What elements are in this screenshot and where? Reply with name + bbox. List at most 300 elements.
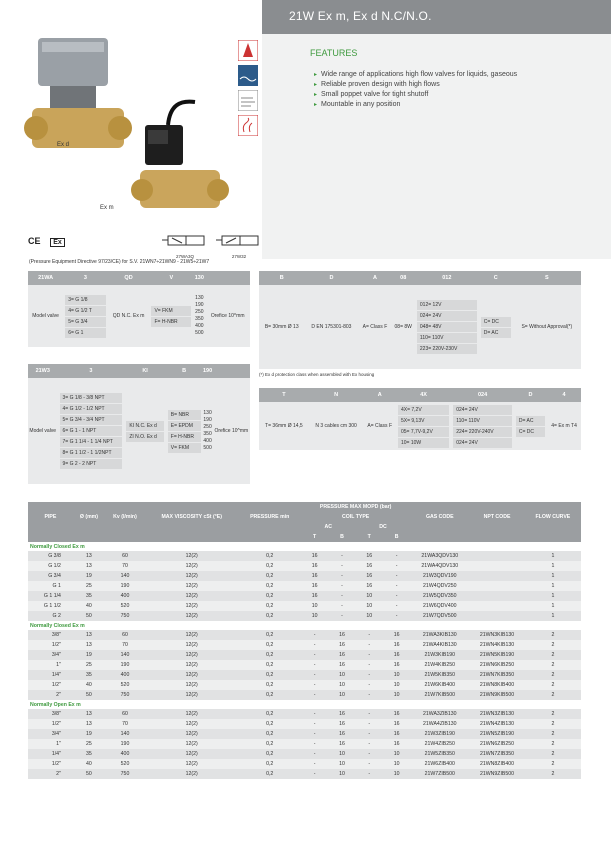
ex-d-note: (*) Ex d protection class when assembled with Ex housing: [259, 372, 375, 377]
cfg4-w: 5X= 9,13V: [398, 416, 449, 426]
cfg2-port: 6= G 1 - 1 NPT: [60, 426, 123, 436]
table-cell: 3/4": [28, 729, 73, 739]
col-t: T: [356, 532, 383, 542]
table-cell: 70: [105, 640, 145, 650]
category-icons: [238, 40, 260, 140]
table-cell: 21WN7KIB350: [469, 670, 525, 680]
ped-note: (Pressure Equipment Directive 97/23/CE) for S.V. 21WN7÷21WN9 - 21W5÷21W7: [29, 259, 210, 265]
table-cell: -: [328, 601, 355, 611]
table-cell: 2: [525, 749, 581, 759]
table-cell: 40: [73, 680, 105, 690]
product-photos: [20, 30, 230, 220]
section-header: [28, 621, 581, 630]
table-cell: 21WN3ZIB130: [469, 709, 525, 719]
table-cell: 2: [525, 650, 581, 660]
table-cell: 2: [525, 709, 581, 719]
cfg3-volt: 012= 12V: [417, 300, 477, 310]
cfg1-orifice: 250: [195, 309, 204, 315]
table-cell: [469, 561, 525, 571]
table-cell: 35: [73, 749, 105, 759]
table-cell: 21W3ZIB190: [410, 729, 469, 739]
cfg3-volt: 048= 48V: [417, 322, 477, 332]
col-t: T: [301, 532, 328, 542]
table-cell: 10: [328, 670, 355, 680]
table-cell: -: [356, 680, 383, 690]
table-cell: -: [356, 690, 383, 700]
table-cell: -: [383, 571, 410, 581]
cfg1-seal: F= H-NBR: [151, 317, 191, 327]
cfg2-port: 5= G 3/4 - 3/4 NPT: [60, 415, 123, 425]
table-cell: -: [328, 551, 355, 561]
table-cell: 10: [383, 759, 410, 769]
table-cell: 750: [105, 690, 145, 700]
cfg2-h: B: [166, 364, 203, 378]
cfg1-orifice: 350: [195, 316, 204, 322]
flame-icon: [238, 40, 258, 61]
col-visc: MAX VISCOSITY cSt (°E): [145, 502, 238, 532]
table-cell: -: [356, 640, 383, 650]
table-cell: 12(2): [145, 581, 238, 591]
table-cell: -: [301, 739, 328, 749]
cfg1-h: V: [149, 271, 193, 285]
cfg4-h: 024: [451, 388, 514, 402]
table-row: [28, 591, 581, 601]
table-cell: -: [301, 650, 328, 660]
table-cell: 0,2: [238, 611, 301, 621]
table-cell: 10: [383, 680, 410, 690]
steam-icon: [238, 115, 258, 136]
cfg3-volt: 223= 220V-230V: [417, 344, 477, 354]
table-cell: 140: [105, 650, 145, 660]
table-cell: 12(2): [145, 611, 238, 621]
valve-symbol-b-label: 27W32: [231, 254, 247, 259]
table-cell: 12(2): [145, 640, 238, 650]
table-cell: 2: [525, 630, 581, 640]
table-cell: 1": [28, 660, 73, 670]
table-cell: 21WN6ZIB250: [469, 739, 525, 749]
cfg2-type: KI N.C. Ex d: [126, 421, 163, 431]
table-cell: -: [356, 749, 383, 759]
table-cell: 21WN6KIB250: [469, 660, 525, 670]
table-cell: G 1 1/2: [28, 601, 73, 611]
table-cell: 520: [105, 601, 145, 611]
table-cell: 21W7ZIB500: [410, 769, 469, 779]
certification-marks: [28, 236, 65, 246]
table-cell: 70: [105, 719, 145, 729]
table-cell: 60: [105, 709, 145, 719]
table-cell: 10: [383, 769, 410, 779]
cfg3-h: A: [358, 271, 391, 285]
table-cell: 21WA3ZIB130: [410, 709, 469, 719]
table-cell: -: [301, 729, 328, 739]
table-cell: 1: [525, 591, 581, 601]
cfg2-seal: V= FKM: [168, 443, 201, 453]
cfg2-port: 9= G 2 - 2 NPT: [60, 459, 123, 469]
cfg2-orifice-label: Orefice 10^mm: [214, 428, 249, 434]
table-cell: 12(2): [145, 670, 238, 680]
cfg3-h: C: [479, 271, 513, 285]
table-cell: 400: [105, 749, 145, 759]
cfg1-port: 3= G 1/8: [65, 295, 105, 305]
cfg1-label: Model valve: [32, 313, 59, 319]
cfg3-s: S= Without Approval(*): [521, 324, 573, 330]
cfg1-port: 6= G 1: [65, 328, 105, 338]
features-list: [314, 70, 517, 110]
table-cell: 12(2): [145, 601, 238, 611]
table-cell: -: [301, 769, 328, 779]
table-cell: -: [383, 581, 410, 591]
table-cell: 0,2: [238, 729, 301, 739]
config-table-1: [28, 271, 250, 347]
table-cell: 13: [73, 709, 105, 719]
cfg2-h: 190: [203, 364, 213, 378]
table-cell: 16: [328, 650, 355, 660]
cfg4-h: A: [363, 388, 395, 402]
table-cell: 21WN4KIB130: [469, 640, 525, 650]
table-cell: 16: [383, 729, 410, 739]
cfg1-type: QD N.C. Ex m: [112, 313, 145, 319]
table-cell: 21WN4ZIB130: [469, 719, 525, 729]
table-cell: 2: [525, 719, 581, 729]
table-cell: 25: [73, 581, 105, 591]
table-cell: 10: [383, 690, 410, 700]
table-row: [28, 690, 581, 700]
section-header: [28, 700, 581, 709]
table-cell: 0,2: [238, 690, 301, 700]
table-cell: 2: [525, 690, 581, 700]
cfg1-port: 5= G 3/4: [65, 317, 105, 327]
cfg4-w: 4X= 7,2V: [398, 405, 449, 415]
table-row: [28, 719, 581, 729]
table-cell: 21W6KIB400: [410, 680, 469, 690]
cfg3-h: D: [304, 271, 358, 285]
col-coil: COIL TYPE: [301, 512, 410, 522]
cfg3-volt: 024= 24V: [417, 311, 477, 321]
table-cell: 16: [383, 630, 410, 640]
table-cell: 21WA3KIB130: [410, 630, 469, 640]
cfg4-volt: 024= 24V: [453, 405, 512, 415]
table-cell: -: [356, 709, 383, 719]
cfg3-w: 08= 8W: [394, 324, 412, 330]
cfg2-orifice: 350: [203, 431, 212, 437]
cfg2-port: 8= G 1 1/2 - 1 1/2NPT: [60, 448, 123, 458]
cfg4-current: C= DC: [516, 427, 545, 437]
table-cell: 0,2: [238, 640, 301, 650]
table-cell: 21WA3QDV130: [410, 551, 469, 561]
table-cell: 21WA4ZIB130: [410, 719, 469, 729]
table-cell: 12(2): [145, 650, 238, 660]
table-cell: 13: [73, 719, 105, 729]
table-row: [28, 660, 581, 670]
table-cell: 12(2): [145, 739, 238, 749]
valve-photo: [20, 30, 230, 220]
table-cell: 21W4ZIB250: [410, 739, 469, 749]
table-cell: 70: [105, 561, 145, 571]
table-cell: 12(2): [145, 561, 238, 571]
table-cell: 0,2: [238, 709, 301, 719]
table-cell: -: [383, 591, 410, 601]
table-cell: 21W4QDV250: [410, 581, 469, 591]
table-cell: 21WN8ZIB400: [469, 759, 525, 769]
table-cell: 16: [328, 719, 355, 729]
table-row: [28, 759, 581, 769]
table-cell: G 1/2: [28, 561, 73, 571]
table-cell: 0,2: [238, 561, 301, 571]
table-cell: 1: [525, 551, 581, 561]
table-cell: 1/2": [28, 719, 73, 729]
table-cell: -: [301, 670, 328, 680]
col-dc: DC: [356, 522, 411, 532]
cfg2-h: 21W3: [28, 364, 58, 378]
table-cell: -: [301, 630, 328, 640]
table-row: [28, 749, 581, 759]
table-cell: 16: [356, 581, 383, 591]
table-cell: G 3/8: [28, 551, 73, 561]
table-cell: 12(2): [145, 571, 238, 581]
table-cell: 750: [105, 769, 145, 779]
section-title: Normally Closed Ex m: [28, 542, 581, 551]
table-cell: 2: [525, 670, 581, 680]
table-cell: 12(2): [145, 680, 238, 690]
table-cell: 1": [28, 739, 73, 749]
table-cell: -: [301, 660, 328, 670]
col-pmin: PRESSURE min: [238, 502, 301, 532]
table-cell: 13: [73, 630, 105, 640]
table-cell: 19: [73, 729, 105, 739]
table-cell: 1/2": [28, 640, 73, 650]
table-cell: 16: [301, 571, 328, 581]
cfg4-h: 4X: [396, 388, 451, 402]
table-cell: 21WN9KIB500: [469, 690, 525, 700]
table-cell: 1/4": [28, 670, 73, 680]
table-cell: 12(2): [145, 551, 238, 561]
feature-item: ▸ Wide range of applications high flow valves for liquids, gaseous: [314, 70, 517, 80]
table-cell: [469, 571, 525, 581]
table-cell: 10: [356, 601, 383, 611]
table-cell: 0,2: [238, 759, 301, 769]
cfg2-port: 3= G 1/8 - 3/8 NPT: [60, 393, 123, 403]
table-cell: 12(2): [145, 759, 238, 769]
table-cell: -: [383, 611, 410, 621]
table-cell: 10: [328, 749, 355, 759]
table-cell: 0,2: [238, 571, 301, 581]
table-row: [28, 729, 581, 739]
cfg3-a: A= Class F: [362, 324, 388, 330]
table-cell: 60: [105, 630, 145, 640]
table-cell: 190: [105, 581, 145, 591]
table-cell: 2: [525, 640, 581, 650]
cfg1-seal: V= FKM: [151, 306, 191, 316]
table-cell: 12(2): [145, 729, 238, 739]
table-row: [28, 601, 581, 611]
table-cell: 40: [73, 601, 105, 611]
cfg4-h: N: [309, 388, 364, 402]
table-cell: G 1 1/4: [28, 591, 73, 601]
cfg4-h: 4: [547, 388, 581, 402]
table-cell: 21W5KIB350: [410, 670, 469, 680]
table-cell: 10: [328, 690, 355, 700]
table-cell: 190: [105, 739, 145, 749]
table-row: [28, 670, 581, 680]
table-cell: 0,2: [238, 630, 301, 640]
table-cell: 10: [328, 769, 355, 779]
page-title: 21W Ex m, Ex d N.C/N.O.: [289, 9, 432, 23]
config-table-2: [28, 364, 250, 484]
table-cell: 21W6ZIB400: [410, 759, 469, 769]
table-cell: 140: [105, 571, 145, 581]
feature-item: ▸ Reliable proven design with high flows: [314, 80, 517, 90]
table-cell: G 1: [28, 581, 73, 591]
table-cell: -: [328, 611, 355, 621]
table-cell: 12(2): [145, 630, 238, 640]
table-row: [28, 561, 581, 571]
table-cell: -: [328, 581, 355, 591]
cfg3-current: C= DC: [481, 317, 511, 327]
table-cell: 400: [105, 670, 145, 680]
cfg4-a: A= Class F: [367, 423, 392, 429]
table-cell: 12(2): [145, 749, 238, 759]
cfg1-h: 3: [63, 271, 107, 285]
table-cell: 2": [28, 690, 73, 700]
table-cell: 50: [73, 611, 105, 621]
cfg3-h: 08: [392, 271, 415, 285]
cfg2-h: 3: [58, 364, 125, 378]
col-npt: NPT CODE: [469, 502, 525, 532]
ce-mark: CE: [28, 236, 41, 246]
table-cell: 0,2: [238, 680, 301, 690]
table-cell: 10: [328, 680, 355, 690]
table-cell: 1: [525, 611, 581, 621]
valve-symbol-a: [160, 230, 210, 259]
photo-label-ex-d: Ex d: [57, 142, 70, 148]
table-row: [28, 630, 581, 640]
cfg2-orifice: 250: [203, 424, 212, 430]
cfg2-port: 4= G 1/2 - 1/2 NPT: [60, 404, 123, 414]
table-cell: 750: [105, 611, 145, 621]
table-cell: 16: [383, 719, 410, 729]
cfg1-orifice: 130: [195, 295, 204, 301]
table-cell: 0,2: [238, 660, 301, 670]
table-row: [28, 650, 581, 660]
table-cell: 0,2: [238, 769, 301, 779]
table-cell: 0,2: [238, 719, 301, 729]
table-cell: -: [356, 719, 383, 729]
col-b: B: [328, 532, 355, 542]
table-cell: 21WN9ZIB500: [469, 769, 525, 779]
col-gas: GAS CODE: [410, 502, 469, 532]
table-cell: 1: [525, 561, 581, 571]
cfg2-label: Model valve: [29, 428, 57, 434]
table-cell: -: [356, 759, 383, 769]
col-pipe: PIPE: [28, 502, 73, 532]
table-cell: -: [328, 591, 355, 601]
cfg4-current: D= AC: [516, 416, 545, 426]
cfg3-h: B: [259, 271, 304, 285]
table-cell: 16: [301, 591, 328, 601]
table-cell: G 3/4: [28, 571, 73, 581]
ex-mark: Ex: [50, 238, 65, 247]
table-cell: 16: [356, 561, 383, 571]
table-cell: 0,2: [238, 670, 301, 680]
table-cell: 16: [301, 551, 328, 561]
table-cell: -: [356, 729, 383, 739]
cfg4-h: D: [514, 388, 547, 402]
cfg2-orifice: 400: [203, 438, 212, 444]
table-cell: 2": [28, 769, 73, 779]
table-cell: 16: [328, 640, 355, 650]
table-cell: 16: [301, 581, 328, 591]
table-cell: 0,2: [238, 591, 301, 601]
table-cell: 21WN3KIB130: [469, 630, 525, 640]
cfg2-seal: B= NBR: [168, 410, 201, 420]
cfg2-seal: E= EPDM: [168, 421, 201, 431]
table-cell: 400: [105, 591, 145, 601]
table-row: [28, 611, 581, 621]
cfg3-d: D EN 175301-803: [311, 324, 352, 330]
cfg2-orifice: 190: [203, 417, 212, 423]
table-cell: 140: [105, 729, 145, 739]
air-icon: [238, 90, 258, 111]
cfg4-e: 4= Ex m T4: [551, 423, 577, 429]
table-cell: 12(2): [145, 690, 238, 700]
table-cell: 12(2): [145, 591, 238, 601]
cfg4-volt: 024= 24V: [453, 438, 512, 448]
table-cell: -: [356, 660, 383, 670]
table-cell: 10: [328, 759, 355, 769]
table-cell: 2: [525, 680, 581, 690]
table-cell: 16: [383, 650, 410, 660]
table-cell: 10: [301, 601, 328, 611]
table-cell: 3/8": [28, 630, 73, 640]
features-panel: [262, 34, 611, 259]
table-cell: 0,2: [238, 739, 301, 749]
table-cell: -: [328, 561, 355, 571]
table-cell: 19: [73, 650, 105, 660]
table-cell: -: [356, 769, 383, 779]
cfg3-h: S: [513, 271, 581, 285]
cfg1-port: 4= G 1/2 T: [65, 306, 105, 316]
col-ac: AC: [301, 522, 356, 532]
cfg2-type: ZI N.O. Ex d: [126, 432, 163, 442]
table-cell: -: [383, 561, 410, 571]
table-cell: 21WN8KIB400: [469, 680, 525, 690]
table-cell: 40: [73, 759, 105, 769]
table-cell: 10: [356, 611, 383, 621]
cfg1-orifice-label: Orefice 10^mm: [210, 313, 245, 319]
table-cell: 16: [383, 660, 410, 670]
cfg2-orifice: 500: [203, 445, 212, 451]
table-row: [28, 680, 581, 690]
table-cell: -: [356, 630, 383, 640]
cfg4-volt: 224= 220V-240V: [453, 427, 512, 437]
table-cell: -: [383, 551, 410, 561]
table-cell: [469, 551, 525, 561]
table-cell: 520: [105, 680, 145, 690]
table-cell: 1: [525, 581, 581, 591]
col-dia: Ø (mm): [73, 502, 105, 532]
table-cell: -: [328, 571, 355, 581]
table-cell: 12(2): [145, 719, 238, 729]
table-cell: 0,2: [238, 749, 301, 759]
table-cell: 1/2": [28, 680, 73, 690]
table-row: [28, 581, 581, 591]
col-mopd: PRESSURE MAX MOPD (bar): [301, 502, 410, 512]
feature-item: ▸ Mountable in any position: [314, 100, 517, 110]
table-cell: -: [301, 749, 328, 759]
table-cell: -: [356, 650, 383, 660]
table-cell: 2: [525, 739, 581, 749]
table-cell: G 2: [28, 611, 73, 621]
